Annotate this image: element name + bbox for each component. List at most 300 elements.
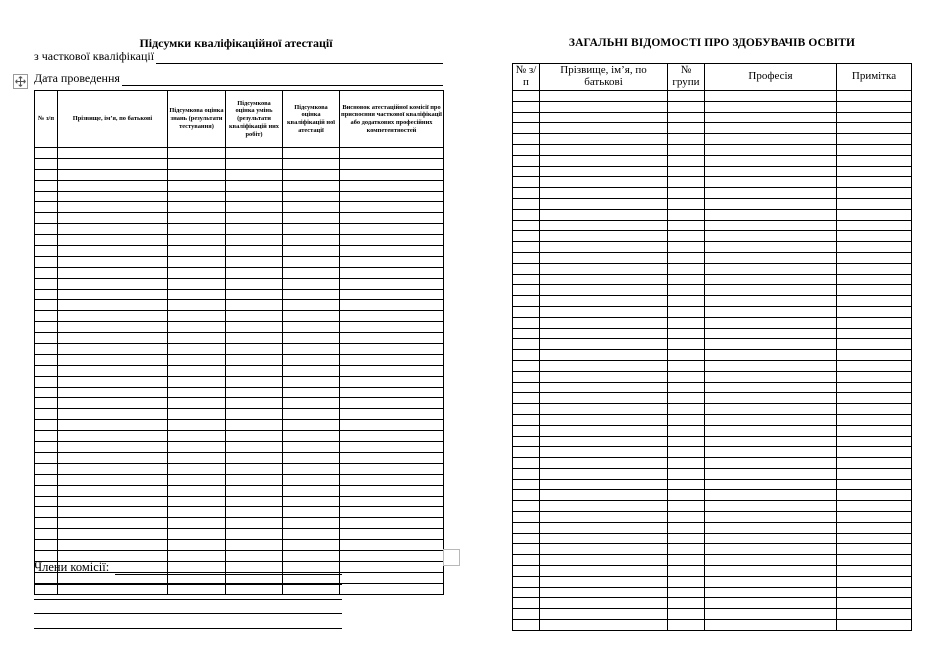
table-cell[interactable]	[705, 479, 837, 490]
table-cell[interactable]	[705, 414, 837, 425]
table-cell[interactable]	[837, 306, 912, 317]
table-cell[interactable]	[540, 91, 668, 102]
table-cell[interactable]	[668, 91, 705, 102]
table-cell[interactable]	[668, 166, 705, 177]
table-cell[interactable]	[283, 213, 340, 224]
table-cell[interactable]	[837, 252, 912, 263]
table-cell[interactable]	[668, 144, 705, 155]
table-cell[interactable]	[58, 485, 168, 496]
table-cell[interactable]	[837, 328, 912, 339]
table-cell[interactable]	[35, 246, 58, 257]
table-cell[interactable]	[58, 496, 168, 507]
table-cell[interactable]	[168, 540, 226, 551]
table-cell[interactable]	[226, 300, 283, 311]
table-cell[interactable]	[837, 598, 912, 609]
table-cell[interactable]	[837, 555, 912, 566]
table-cell[interactable]	[705, 328, 837, 339]
table-cell[interactable]	[340, 158, 444, 169]
signature-line[interactable]	[34, 613, 342, 614]
table-cell[interactable]	[340, 387, 444, 398]
table-cell[interactable]	[668, 620, 705, 631]
table-cell[interactable]	[513, 285, 540, 296]
table-cell[interactable]	[168, 148, 226, 159]
table-cell[interactable]	[340, 540, 444, 551]
table-cell[interactable]	[705, 490, 837, 501]
table-cell[interactable]	[837, 458, 912, 469]
table-cell[interactable]	[540, 458, 668, 469]
table-cell[interactable]	[837, 382, 912, 393]
table-cell[interactable]	[58, 420, 168, 431]
table-cell[interactable]	[168, 158, 226, 169]
table-cell[interactable]	[35, 148, 58, 159]
table-cell[interactable]	[513, 231, 540, 242]
table-cell[interactable]	[668, 155, 705, 166]
commission-field[interactable]	[34, 560, 342, 575]
table-cell[interactable]	[226, 224, 283, 235]
table-cell[interactable]	[226, 235, 283, 246]
table-cell[interactable]	[35, 442, 58, 453]
table-cell[interactable]	[705, 242, 837, 253]
table-cell[interactable]	[35, 344, 58, 355]
table-cell[interactable]	[283, 442, 340, 453]
table-cell[interactable]	[58, 529, 168, 540]
table-cell[interactable]	[35, 376, 58, 387]
table-cell[interactable]	[168, 420, 226, 431]
table-cell[interactable]	[705, 198, 837, 209]
table-cell[interactable]	[168, 387, 226, 398]
table-cell[interactable]	[283, 267, 340, 278]
table-cell[interactable]	[283, 191, 340, 202]
table-cell[interactable]	[226, 322, 283, 333]
table-cell[interactable]	[340, 235, 444, 246]
table-cell[interactable]	[837, 155, 912, 166]
table-cell[interactable]	[168, 169, 226, 180]
table-cell[interactable]	[340, 148, 444, 159]
table-cell[interactable]	[513, 393, 540, 404]
table-cell[interactable]	[35, 213, 58, 224]
table-cell[interactable]	[513, 598, 540, 609]
table-cell[interactable]	[540, 555, 668, 566]
table-cell[interactable]	[58, 267, 168, 278]
table-cell[interactable]	[540, 393, 668, 404]
commission-input-line[interactable]	[115, 562, 342, 575]
table-cell[interactable]	[705, 350, 837, 361]
table-cell[interactable]	[168, 463, 226, 474]
table-cell[interactable]	[540, 587, 668, 598]
table-cell[interactable]	[513, 425, 540, 436]
table-cell[interactable]	[283, 235, 340, 246]
table-cell[interactable]	[705, 501, 837, 512]
table-cell[interactable]	[226, 442, 283, 453]
table-cell[interactable]	[340, 256, 444, 267]
table-cell[interactable]	[705, 609, 837, 620]
table-cell[interactable]	[837, 242, 912, 253]
table-cell[interactable]	[58, 158, 168, 169]
table-cell[interactable]	[705, 112, 837, 123]
table-cell[interactable]	[283, 507, 340, 518]
table-cell[interactable]	[58, 540, 168, 551]
table-cell[interactable]	[540, 263, 668, 274]
table-cell[interactable]	[668, 112, 705, 123]
table-cell[interactable]	[35, 169, 58, 180]
table-cell[interactable]	[668, 328, 705, 339]
table-cell[interactable]	[168, 278, 226, 289]
table-cell[interactable]	[58, 246, 168, 257]
table-cell[interactable]	[340, 507, 444, 518]
table-cell[interactable]	[540, 296, 668, 307]
table-cell[interactable]	[283, 409, 340, 420]
table-cell[interactable]	[168, 365, 226, 376]
table-cell[interactable]	[226, 496, 283, 507]
table-cell[interactable]	[705, 144, 837, 155]
table-cell[interactable]	[168, 300, 226, 311]
table-cell[interactable]	[513, 468, 540, 479]
table-cell[interactable]	[513, 306, 540, 317]
table-cell[interactable]	[58, 333, 168, 344]
table-cell[interactable]	[837, 479, 912, 490]
table-cell[interactable]	[340, 202, 444, 213]
table-cell[interactable]	[668, 555, 705, 566]
signature-line[interactable]	[34, 584, 342, 585]
table-cell[interactable]	[540, 566, 668, 577]
table-cell[interactable]	[668, 101, 705, 112]
table-cell[interactable]	[513, 144, 540, 155]
table-cell[interactable]	[668, 576, 705, 587]
table-cell[interactable]	[540, 479, 668, 490]
table-cell[interactable]	[540, 350, 668, 361]
table-cell[interactable]	[837, 436, 912, 447]
table-cell[interactable]	[226, 333, 283, 344]
table-cell[interactable]	[705, 263, 837, 274]
table-cell[interactable]	[668, 317, 705, 328]
table-cell[interactable]	[705, 166, 837, 177]
table-cell[interactable]	[340, 420, 444, 431]
table-cell[interactable]	[540, 371, 668, 382]
table-cell[interactable]	[513, 339, 540, 350]
table-cell[interactable]	[226, 267, 283, 278]
table-cell[interactable]	[540, 620, 668, 631]
table-cell[interactable]	[705, 188, 837, 199]
table-cell[interactable]	[168, 507, 226, 518]
table-cell[interactable]	[705, 371, 837, 382]
table-cell[interactable]	[837, 296, 912, 307]
table-cell[interactable]	[58, 148, 168, 159]
table-cell[interactable]	[58, 431, 168, 442]
table-cell[interactable]	[283, 452, 340, 463]
table-cell[interactable]	[668, 242, 705, 253]
table-cell[interactable]	[668, 285, 705, 296]
table-cell[interactable]	[668, 425, 705, 436]
table-cell[interactable]	[35, 191, 58, 202]
table-cell[interactable]	[837, 371, 912, 382]
table-cell[interactable]	[35, 474, 58, 485]
table-cell[interactable]	[513, 544, 540, 555]
table-cell[interactable]	[226, 365, 283, 376]
table-cell[interactable]	[168, 333, 226, 344]
table-cell[interactable]	[540, 468, 668, 479]
table-cell[interactable]	[705, 101, 837, 112]
table-cell[interactable]	[513, 576, 540, 587]
table-cell[interactable]	[540, 576, 668, 587]
table-cell[interactable]	[168, 354, 226, 365]
table-cell[interactable]	[540, 598, 668, 609]
table-cell[interactable]	[705, 220, 837, 231]
table-cell[interactable]	[668, 220, 705, 231]
table-cell[interactable]	[35, 420, 58, 431]
table-cell[interactable]	[283, 354, 340, 365]
table-cell[interactable]	[837, 231, 912, 242]
table-cell[interactable]	[168, 311, 226, 322]
table-cell[interactable]	[668, 393, 705, 404]
table-cell[interactable]	[340, 463, 444, 474]
table-cell[interactable]	[513, 587, 540, 598]
table-cell[interactable]	[168, 485, 226, 496]
table-cell[interactable]	[35, 409, 58, 420]
table-cell[interactable]	[540, 533, 668, 544]
table-cell[interactable]	[340, 518, 444, 529]
table-cell[interactable]	[58, 278, 168, 289]
table-cell[interactable]	[340, 376, 444, 387]
table-cell[interactable]	[168, 322, 226, 333]
table-cell[interactable]	[668, 609, 705, 620]
table-cell[interactable]	[705, 177, 837, 188]
table-cell[interactable]	[837, 350, 912, 361]
table-cell[interactable]	[168, 289, 226, 300]
table-cell[interactable]	[705, 566, 837, 577]
table-cell[interactable]	[283, 365, 340, 376]
table-cell[interactable]	[837, 576, 912, 587]
table-cell[interactable]	[837, 339, 912, 350]
table-cell[interactable]	[58, 387, 168, 398]
table-cell[interactable]	[705, 360, 837, 371]
table-cell[interactable]	[226, 354, 283, 365]
table-cell[interactable]	[35, 278, 58, 289]
table-cell[interactable]	[513, 188, 540, 199]
table-cell[interactable]	[540, 501, 668, 512]
table-cell[interactable]	[340, 409, 444, 420]
table-cell[interactable]	[58, 474, 168, 485]
table-cell[interactable]	[837, 490, 912, 501]
table-cell[interactable]	[837, 544, 912, 555]
table-cell[interactable]	[226, 540, 283, 551]
table-cell[interactable]	[283, 431, 340, 442]
date-field[interactable]	[34, 71, 443, 86]
table-cell[interactable]	[168, 529, 226, 540]
table-cell[interactable]	[226, 529, 283, 540]
table-cell[interactable]	[58, 311, 168, 322]
table-cell[interactable]	[513, 101, 540, 112]
table-cell[interactable]	[35, 365, 58, 376]
table-cell[interactable]	[58, 180, 168, 191]
table-cell[interactable]	[837, 263, 912, 274]
table-cell[interactable]	[226, 278, 283, 289]
table-cell[interactable]	[226, 463, 283, 474]
table-cell[interactable]	[837, 360, 912, 371]
table-cell[interactable]	[837, 501, 912, 512]
table-cell[interactable]	[168, 344, 226, 355]
table-cell[interactable]	[283, 463, 340, 474]
table-cell[interactable]	[226, 289, 283, 300]
table-cell[interactable]	[705, 522, 837, 533]
table-cell[interactable]	[837, 188, 912, 199]
table-cell[interactable]	[283, 278, 340, 289]
table-cell[interactable]	[340, 572, 444, 583]
table-cell[interactable]	[283, 518, 340, 529]
table-cell[interactable]	[58, 224, 168, 235]
table-cell[interactable]	[837, 566, 912, 577]
table-cell[interactable]	[340, 180, 444, 191]
table-cell[interactable]	[540, 404, 668, 415]
table-cell[interactable]	[283, 540, 340, 551]
table-cell[interactable]	[340, 311, 444, 322]
table-cell[interactable]	[705, 231, 837, 242]
table-cell[interactable]	[340, 224, 444, 235]
table-cell[interactable]	[668, 177, 705, 188]
table-cell[interactable]	[340, 442, 444, 453]
table-cell[interactable]	[168, 409, 226, 420]
table-cell[interactable]	[226, 518, 283, 529]
table-cell[interactable]	[705, 155, 837, 166]
table-cell[interactable]	[340, 354, 444, 365]
table-cell[interactable]	[168, 267, 226, 278]
table-cell[interactable]	[513, 490, 540, 501]
table-cell[interactable]	[283, 485, 340, 496]
table-cell[interactable]	[35, 452, 58, 463]
table-cell[interactable]	[513, 220, 540, 231]
table-cell[interactable]	[540, 339, 668, 350]
table-cell[interactable]	[226, 180, 283, 191]
table-cell[interactable]	[837, 447, 912, 458]
table-cell[interactable]	[540, 274, 668, 285]
table-cell[interactable]	[340, 300, 444, 311]
table-cell[interactable]	[513, 609, 540, 620]
table-cell[interactable]	[668, 501, 705, 512]
table-cell[interactable]	[705, 425, 837, 436]
table-cell[interactable]	[168, 202, 226, 213]
table-cell[interactable]	[668, 479, 705, 490]
table-cell[interactable]	[226, 398, 283, 409]
table-cell[interactable]	[705, 458, 837, 469]
table-cell[interactable]	[35, 507, 58, 518]
table-cell[interactable]	[168, 224, 226, 235]
table-cell[interactable]	[283, 474, 340, 485]
table-cell[interactable]	[668, 587, 705, 598]
table-cell[interactable]	[540, 512, 668, 523]
table-cell[interactable]	[35, 311, 58, 322]
table-cell[interactable]	[668, 447, 705, 458]
table-cell[interactable]	[668, 263, 705, 274]
table-cell[interactable]	[513, 274, 540, 285]
table-cell[interactable]	[340, 333, 444, 344]
table-cell[interactable]	[340, 398, 444, 409]
table-cell[interactable]	[226, 431, 283, 442]
table-cell[interactable]	[540, 123, 668, 134]
table-cell[interactable]	[35, 518, 58, 529]
table-cell[interactable]	[668, 252, 705, 263]
table-cell[interactable]	[226, 256, 283, 267]
table-cell[interactable]	[58, 322, 168, 333]
table-cell[interactable]	[837, 609, 912, 620]
table-cell[interactable]	[837, 220, 912, 231]
table-cell[interactable]	[540, 522, 668, 533]
table-cell[interactable]	[283, 256, 340, 267]
table-cell[interactable]	[283, 387, 340, 398]
table-cell[interactable]	[540, 112, 668, 123]
table-cell[interactable]	[168, 518, 226, 529]
table-cell[interactable]	[705, 382, 837, 393]
table-cell[interactable]	[540, 490, 668, 501]
table-cell[interactable]	[837, 587, 912, 598]
table-cell[interactable]	[668, 188, 705, 199]
table-cell[interactable]	[58, 365, 168, 376]
table-cell[interactable]	[837, 274, 912, 285]
table-cell[interactable]	[168, 398, 226, 409]
table-cell[interactable]	[58, 452, 168, 463]
table-cell[interactable]	[540, 144, 668, 155]
table-cell[interactable]	[540, 317, 668, 328]
table-cell[interactable]	[340, 191, 444, 202]
table-cell[interactable]	[705, 393, 837, 404]
table-cell[interactable]	[513, 404, 540, 415]
table-cell[interactable]	[168, 442, 226, 453]
table-cell[interactable]	[35, 485, 58, 496]
table-cell[interactable]	[513, 134, 540, 145]
table-cell[interactable]	[668, 382, 705, 393]
table-cell[interactable]	[513, 479, 540, 490]
table-cell[interactable]	[226, 420, 283, 431]
table-cell[interactable]	[226, 202, 283, 213]
table-cell[interactable]	[58, 442, 168, 453]
table-cell[interactable]	[58, 202, 168, 213]
table-cell[interactable]	[513, 317, 540, 328]
table-cell[interactable]	[513, 123, 540, 134]
table-cell[interactable]	[668, 458, 705, 469]
table-cell[interactable]	[540, 328, 668, 339]
table-cell[interactable]	[513, 350, 540, 361]
table-cell[interactable]	[35, 431, 58, 442]
table-cell[interactable]	[540, 544, 668, 555]
table-cell[interactable]	[168, 235, 226, 246]
table-cell[interactable]	[58, 344, 168, 355]
table-cell[interactable]	[668, 566, 705, 577]
table-cell[interactable]	[668, 544, 705, 555]
table-cell[interactable]	[168, 213, 226, 224]
table-cell[interactable]	[705, 339, 837, 350]
table-cell[interactable]	[35, 235, 58, 246]
table-cell[interactable]	[705, 447, 837, 458]
table-cell[interactable]	[226, 169, 283, 180]
table-cell[interactable]	[226, 311, 283, 322]
table-cell[interactable]	[283, 344, 340, 355]
table-cell[interactable]	[668, 414, 705, 425]
table-cell[interactable]	[35, 300, 58, 311]
table-cell[interactable]	[668, 231, 705, 242]
table-cell[interactable]	[668, 468, 705, 479]
table-cell[interactable]	[340, 169, 444, 180]
table-cell[interactable]	[668, 123, 705, 134]
table-cell[interactable]	[837, 209, 912, 220]
table-cell[interactable]	[837, 468, 912, 479]
table-cell[interactable]	[168, 246, 226, 257]
table-cell[interactable]	[540, 306, 668, 317]
table-cell[interactable]	[513, 166, 540, 177]
table-cell[interactable]	[283, 202, 340, 213]
table-cell[interactable]	[340, 561, 444, 572]
table-cell[interactable]	[705, 512, 837, 523]
table-cell[interactable]	[668, 198, 705, 209]
table-cell[interactable]	[283, 322, 340, 333]
table-cell[interactable]	[513, 263, 540, 274]
